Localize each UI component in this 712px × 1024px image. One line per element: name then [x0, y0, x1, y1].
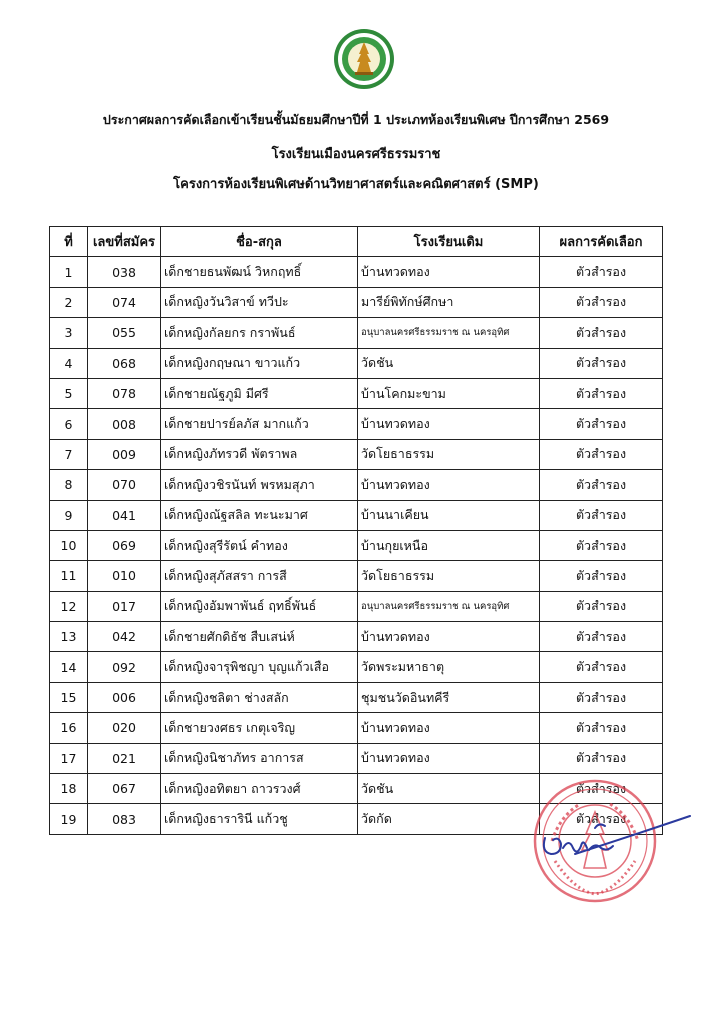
- cell-number: 19: [50, 804, 88, 834]
- cell-application-no: 009: [88, 439, 161, 469]
- school-name: โรงเรียนเมืองนครศรีธรรมราช: [271, 147, 441, 162]
- cell-application-no: 074: [88, 287, 161, 317]
- cell-number: 18: [50, 774, 88, 804]
- cell-number: 2: [50, 287, 88, 317]
- cell-application-no: 070: [88, 470, 161, 500]
- cell-number: 4: [50, 348, 88, 378]
- cell-result: ตัวสำรอง: [540, 470, 663, 500]
- table-header-row: [50, 227, 663, 257]
- cell-student-name: เด็กหญิงนิชาภัทร อาการส: [161, 743, 358, 773]
- cell-student-name: เด็กชายปารย์ลภัส มากแก้ว: [161, 409, 358, 439]
- cell-student-name: เด็กหญิงจารุพิชญา บุญแก้วเสือ: [161, 652, 358, 682]
- cell-previous-school: บ้านนาเคียน: [358, 500, 540, 530]
- cell-previous-school: บ้านทวดทอง: [358, 409, 540, 439]
- cell-application-no: 017: [88, 591, 161, 621]
- cell-number: 10: [50, 530, 88, 560]
- table-row: [50, 348, 663, 378]
- cell-student-name: เด็กหญิงอทิตยา ถาวรวงศ์: [161, 774, 358, 804]
- results-table: [49, 226, 663, 835]
- school-logo-icon: [333, 28, 395, 90]
- cell-previous-school: บ้านกุยเหนือ: [358, 530, 540, 560]
- table-row: [50, 530, 663, 560]
- cell-application-no: 041: [88, 500, 161, 530]
- cell-student-name: เด็กชายณัฐภูมิ มีศรี: [161, 378, 358, 408]
- cell-student-name: เด็กชายศักดิธัช สืบเสน่ห์: [161, 622, 358, 652]
- cell-application-no: 020: [88, 713, 161, 743]
- cell-number: 16: [50, 713, 88, 743]
- cell-result: ตัวสำรอง: [540, 713, 663, 743]
- cell-previous-school: อนุบาลนครศรีธรรมราช ณ นครอุทิศ: [358, 591, 540, 621]
- cell-result: ตัวสำรอง: [540, 287, 663, 317]
- cell-previous-school: อนุบาลนครศรีธรรมราช ณ นครอุทิศ: [358, 318, 540, 348]
- cell-student-name: เด็กหญิงวชิรนันท์ พรหมสุภา: [161, 470, 358, 500]
- cell-result: ตัวสำรอง: [540, 257, 663, 287]
- cell-previous-school: มารีย์พิทักษ์ศึกษา: [358, 287, 540, 317]
- col-header-name: ชื่อ-สกุล: [161, 227, 358, 257]
- cell-application-no: 068: [88, 348, 161, 378]
- cell-application-no: 083: [88, 804, 161, 834]
- cell-application-no: 021: [88, 743, 161, 773]
- table-row: [50, 713, 663, 743]
- cell-number: 13: [50, 622, 88, 652]
- table-row: [50, 470, 663, 500]
- cell-result: ตัวสำรอง: [540, 804, 663, 834]
- cell-previous-school: วัดกัด: [358, 804, 540, 834]
- cell-number: 15: [50, 682, 88, 712]
- cell-application-no: 038: [88, 257, 161, 287]
- cell-student-name: เด็กหญิงชลิตา ช่างสลัก: [161, 682, 358, 712]
- cell-application-no: 092: [88, 652, 161, 682]
- table-row: [50, 622, 663, 652]
- cell-previous-school: บ้านทวดทอง: [358, 257, 540, 287]
- table-row: [50, 439, 663, 469]
- cell-number: 8: [50, 470, 88, 500]
- cell-application-no: 008: [88, 409, 161, 439]
- cell-previous-school: บ้านทวดทอง: [358, 470, 540, 500]
- cell-result: ตัวสำรอง: [540, 530, 663, 560]
- cell-number: 6: [50, 409, 88, 439]
- cell-previous-school: วัดพระมหาธาตุ: [358, 652, 540, 682]
- table-row: [50, 500, 663, 530]
- table-row: [50, 591, 663, 621]
- cell-result: ตัวสำรอง: [540, 318, 663, 348]
- cell-result: ตัวสำรอง: [540, 439, 663, 469]
- cell-result: ตัวสำรอง: [540, 682, 663, 712]
- table-row: [50, 409, 663, 439]
- cell-result: ตัวสำรอง: [540, 500, 663, 530]
- cell-student-name: เด็กชายวงศธร เกตุเจริญ: [161, 713, 358, 743]
- cell-previous-school: ชุมชนวัดอินทคีรี: [358, 682, 540, 712]
- cell-result: ตัวสำรอง: [540, 652, 663, 682]
- cell-result: ตัวสำรอง: [540, 774, 663, 804]
- table-row: [50, 318, 663, 348]
- cell-student-name: เด็กหญิงภัทรวดี พัตราพล: [161, 439, 358, 469]
- cell-previous-school: วัดโยธาธรรม: [358, 561, 540, 591]
- cell-student-name: เด็กชายธนพัฒน์ วิหกฤทธิ์: [161, 257, 358, 287]
- table-row: [50, 743, 663, 773]
- cell-result: ตัวสำรอง: [540, 561, 663, 591]
- cell-student-name: เด็กหญิงณัฐสลิล ทะนะมาศ: [161, 500, 358, 530]
- cell-previous-school: บ้านทวดทอง: [358, 622, 540, 652]
- cell-number: 9: [50, 500, 88, 530]
- table-row: [50, 257, 663, 287]
- cell-number: 12: [50, 591, 88, 621]
- col-header-application-no: เลขที่สมัคร: [88, 227, 161, 257]
- cell-number: 17: [50, 743, 88, 773]
- cell-number: 7: [50, 439, 88, 469]
- cell-application-no: 078: [88, 378, 161, 408]
- cell-application-no: 067: [88, 774, 161, 804]
- cell-student-name: เด็กหญิงกฤษณา ขาวแก้ว: [161, 348, 358, 378]
- cell-number: 14: [50, 652, 88, 682]
- handwritten-signature-icon: [535, 808, 695, 872]
- cell-student-name: เด็กหญิงสุภัสสรา การสี: [161, 561, 358, 591]
- cell-number: 1: [50, 257, 88, 287]
- col-header-result: ผลการคัดเลือก: [540, 227, 663, 257]
- cell-previous-school: วัดชัน: [358, 348, 540, 378]
- cell-previous-school: วัดชัน: [358, 774, 540, 804]
- cell-application-no: 010: [88, 561, 161, 591]
- cell-previous-school: บ้านโคกมะขาม: [358, 378, 540, 408]
- table-row: [50, 378, 663, 408]
- cell-application-no: 042: [88, 622, 161, 652]
- cell-student-name: เด็กหญิงธารารินี แก้วชู: [161, 804, 358, 834]
- cell-result: ตัวสำรอง: [540, 378, 663, 408]
- cell-number: 5: [50, 378, 88, 408]
- cell-result: ตัวสำรอง: [540, 743, 663, 773]
- table-row: [50, 561, 663, 591]
- cell-application-no: 055: [88, 318, 161, 348]
- col-header-no: ที่: [50, 227, 88, 257]
- cell-number: 11: [50, 561, 88, 591]
- cell-student-name: เด็กหญิงสุรีรัตน์ คำทอง: [161, 530, 358, 560]
- cell-previous-school: วัดโยธาธรรม: [358, 439, 540, 469]
- program-name: โครงการห้องเรียนพิเศษด้านวิทยาศาสตร์และคณิตศาสตร์ (SMP): [173, 177, 539, 192]
- cell-application-no: 006: [88, 682, 161, 712]
- cell-application-no: 069: [88, 530, 161, 560]
- table-row: [50, 652, 663, 682]
- cell-result: ตัวสำรอง: [540, 622, 663, 652]
- table-row: [50, 682, 663, 712]
- cell-student-name: เด็กหญิงกัลยกร กราพันธ์: [161, 318, 358, 348]
- announcement-title: ประกาศผลการคัดเลือกเข้าเรียนชั้นมัธยมศึกษาปีที่ 1 ประเภทห้องเรียนพิเศษ ปีการศึกษา 2569: [102, 112, 610, 127]
- cell-previous-school: บ้านทวดทอง: [358, 713, 540, 743]
- table-row: [50, 287, 663, 317]
- cell-number: 3: [50, 318, 88, 348]
- cell-result: ตัวสำรอง: [540, 348, 663, 378]
- cell-student-name: เด็กหญิงอัมพาพันธ์ ฤทธิ์พันธ์: [161, 591, 358, 621]
- cell-result: ตัวสำรอง: [540, 591, 663, 621]
- cell-student-name: เด็กหญิงวันวิสาข์ ทวีปะ: [161, 287, 358, 317]
- cell-previous-school: บ้านทวดทอง: [358, 743, 540, 773]
- col-header-previous-school: โรงเรียนเดิม: [358, 227, 540, 257]
- cell-result: ตัวสำรอง: [540, 409, 663, 439]
